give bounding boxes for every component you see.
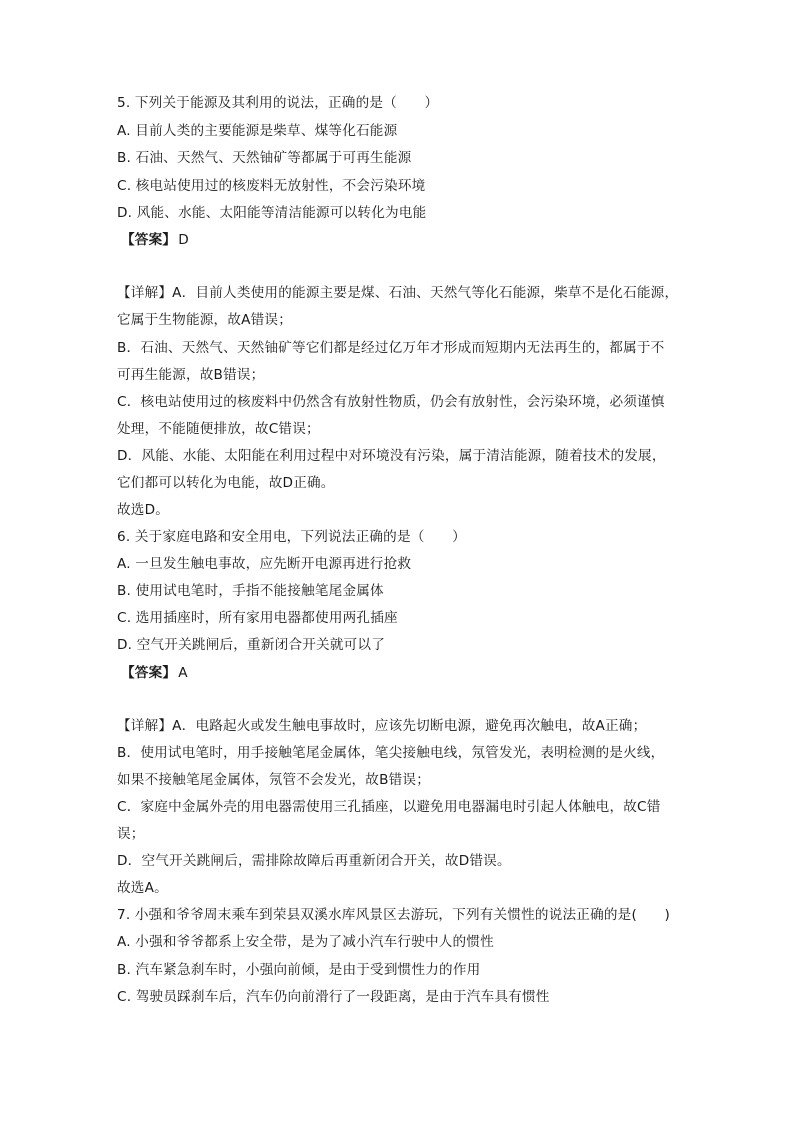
- q6-explanation-line: C．家庭中金属外壳的用电器需使用三孔插座，以避免用电器漏电时引起人体触电，故C错: [117, 799, 661, 815]
- q5-explanation-line: 处理，不能随便排放，故C错误；: [117, 421, 320, 437]
- q6-explanation-line: 如果不接触笔尾金属体，氖管不会发光，故B错误；: [117, 772, 430, 788]
- q5-explanation-line: B．石油、天然气、天然铀矿等它们都是经过亿万年才形成而短期内无法再生的，都属于不: [117, 340, 665, 356]
- q5-option-b: B. 石油、天然气、天然铀矿等都属于可再生能源: [117, 150, 412, 166]
- q6-option-a: A. 一旦发生触电事故，应先断开电源再进行抢救: [117, 556, 412, 572]
- q6-answer-tag: 【答案】: [121, 665, 177, 681]
- q5-explanation-line: 【详解】A．目前人类使用的能源主要是煤、石油、天然气等化石能源，柴草不是化石能源，: [117, 285, 679, 301]
- q6-explanation-line: 误；: [117, 826, 145, 842]
- q5-explanation-line: 可再生能源，故B错误；: [117, 367, 265, 383]
- q5-option-d: D. 风能、水能、太阳能等清洁能源可以转化为电能: [117, 205, 427, 221]
- q5-explanation-line: D．风能、水能、太阳能在利用过程中对环境没有污染，属于清洁能源，随着技术的发展，: [117, 448, 666, 464]
- q5-stem: 5. 下列关于能源及其利用的说法，正确的是（ ）: [117, 95, 439, 111]
- q7-option-a: A. 小强和爷爷都系上安全带，是为了减小汽车行驶中人的惯性: [117, 934, 494, 950]
- q5-option-c: C. 核电站使用过的核废料无放射性，不会污染环境: [117, 178, 426, 194]
- q6-option-b: B. 使用试电笔时，手指不能接触笔尾金属体: [117, 583, 384, 599]
- q7-option-b: B. 汽车紧急刹车时，小强向前倾，是由于受到惯性力的作用: [117, 962, 481, 978]
- q6-answer: [121, 663, 188, 683]
- q5-answer: [121, 230, 189, 250]
- q7-stem: 7. 小强和爷爷周末乘车到荣县双溪水库风景区去游玩，下列有关惯性的说法正确的是( ): [117, 907, 671, 923]
- q6-answer-value: A: [178, 665, 188, 681]
- q5-explanation-line: 它们都可以转化为电能，故D正确。: [117, 475, 335, 491]
- q6-explanation-line: B．使用试电笔时，用手接触笔尾金属体，笔尖接触电线，氖管发光，表明检测的是火线，: [117, 745, 665, 761]
- q6-option-c: C. 选用插座时，所有家用电器都使用两孔插座: [117, 610, 398, 626]
- q5-explanation-line: 它属于生物能源，故A错误；: [117, 312, 293, 328]
- q6-explanation-line: 【详解】A．电路起火或发生触电事故时，应该先切断电源，避免再次触电，故A正确；: [117, 718, 647, 734]
- q6-stem: 6. 关于家庭电路和安全用电，下列说法正确的是（ ）: [117, 529, 466, 545]
- q5-answer-tag: 【答案】: [121, 232, 177, 248]
- q5-conclusion: 故选D。: [117, 502, 170, 518]
- q6-conclusion: 故选A。: [117, 880, 168, 896]
- q5-explanation-line: C．核电站使用过的核废料中仍然含有放射性物质，仍会有放射性，会污染环境，必须谨慎: [117, 394, 665, 410]
- q5-answer-value: D: [178, 232, 189, 248]
- q7-option-c: C. 驾驶员踩刹车后，汽车仍向前滑行了一段距离，是由于汽车具有惯性: [117, 989, 550, 1005]
- q5-option-a: A. 目前人类的主要能源是柴草、煤等化石能源: [117, 123, 398, 139]
- q6-option-d: D. 空气开关跳闸后，重新闭合开关就可以了: [117, 637, 385, 653]
- q6-explanation-line: D．空气开关跳闸后，需排除故障后再重新闭合开关，故D错误。: [117, 853, 511, 869]
